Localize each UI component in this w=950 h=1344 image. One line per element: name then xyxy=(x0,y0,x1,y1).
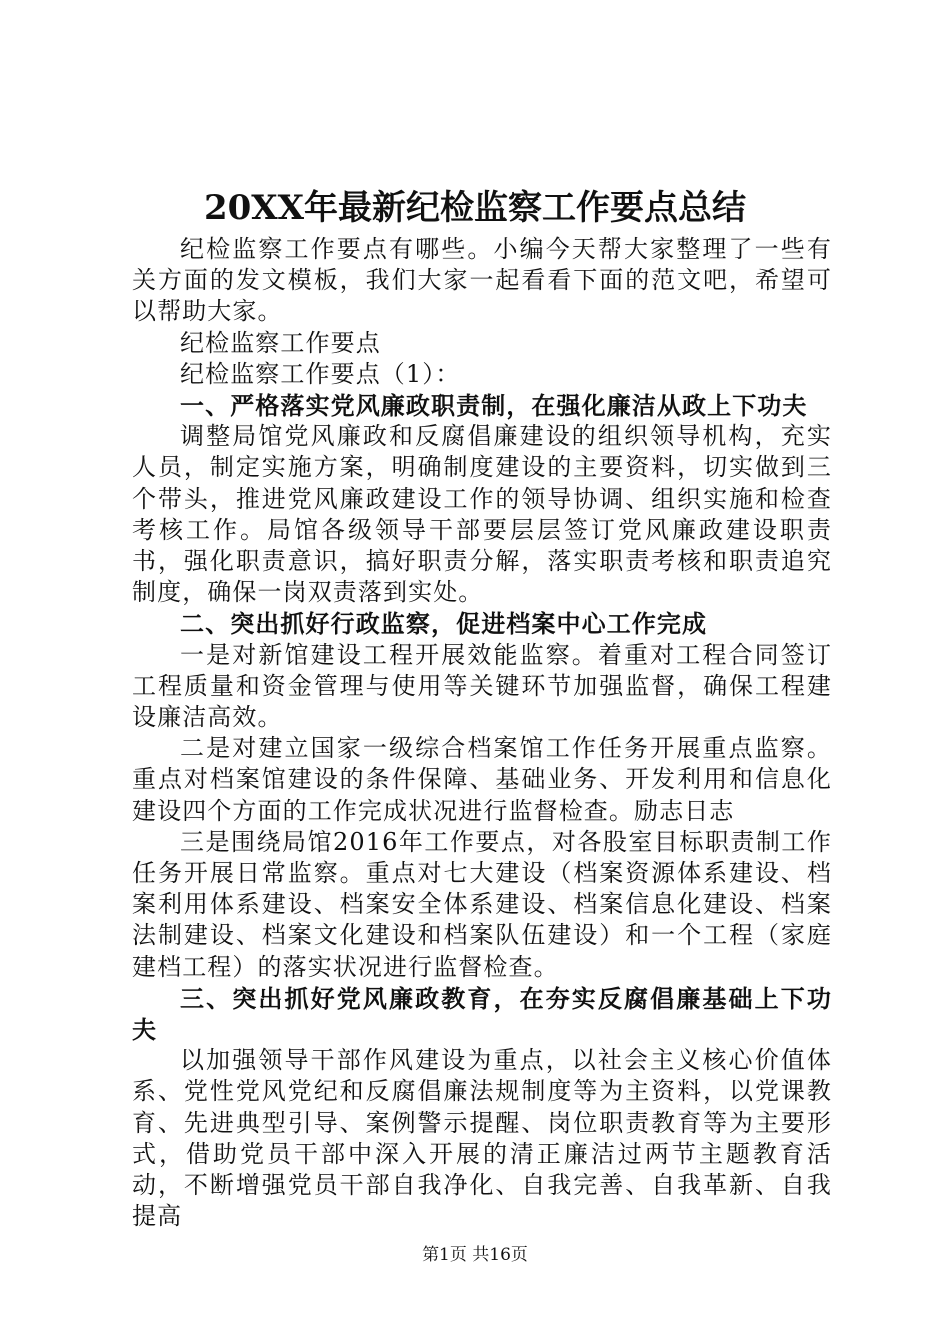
heading-section-3: 三、突出抓好党风廉政教育，在夯实反腐倡廉基础上下功夫 xyxy=(132,983,832,1045)
paragraph-subsection-label: 纪检监察工作要点（1）： xyxy=(180,359,461,388)
document-title: 20XX年最新纪检监察工作要点总结 xyxy=(203,188,747,228)
paragraph-section-label: 纪检监察工作要点 xyxy=(180,328,381,357)
paragraph-section-2-item-1: 一是对新馆建设工程开展效能监察。着重对工程合同签订工程质量和资金管理与使用等关键环节加强监督，确保工程建设廉洁高效。 xyxy=(132,640,832,732)
document-body xyxy=(132,234,832,1233)
heading-section-2: 二、突出抓好行政监察，促进档案中心工作完成 xyxy=(180,609,708,639)
heading-section-1: 一、严格落实党风廉政职责制，在强化廉洁从政上下功夫 xyxy=(180,391,808,421)
paragraph-section-2-item-3: 三是围绕局馆2016年工作要点，对各股室目标职责制工作任务开展日常监察。重点对七大建设（档案资源体系建设、档案利用体系建设、档案安全体系建设、档案信息化建设、档案法制建设、档案文化建设和档案队伍建设）和一个工程（家庭建档工程）的落实状况进行监督检查。 xyxy=(132,827,832,981)
paragraph-section-2-item-2: 二是对建立国家一级综合档案馆工作任务开展重点监察。重点对档案馆建设的条件保障、基础业务、开发利用和信息化建设四个方面的工作完成状况进行监督检查。励志日志 xyxy=(132,734,832,825)
paragraph-section-3-body: 以加强领导干部作风建设为重点，以社会主义核心价值体系、党性党风党纪和反腐倡廉法规制度等为主资料，以党课教育、先进典型引导、案例警示提醒、岗位职责教育等为主要形式，借助党员干部中深入开展的清正廉洁过两节主题教育活动，不断增强党员干部自我净化、自我完善、自我革新、自我提高 xyxy=(132,1046,832,1231)
page-footer: 第1页 共16页 xyxy=(422,1245,528,1265)
paragraph-intro: 纪检监察工作要点有哪些。小编今天帮大家整理了一些有关方面的发文模板，我们大家一起看看下面的范文吧，希望可以帮助大家。 xyxy=(132,235,832,326)
paragraph-section-1-body: 调整局馆党风廉政和反腐倡廉建设的组织领导机构，充实人员，制定实施方案，明确制度建设的主要资料，切实做到三个带头，推进党风廉政建设工作的领导协调、组织实施和检查考核工作。局馆各级领导干部要层层签订党风廉政建设职责书，强化职责意识，搞好职责分解，落实职责考核和职责追究制度，确保一岗双责落到实处。 xyxy=(132,422,832,607)
